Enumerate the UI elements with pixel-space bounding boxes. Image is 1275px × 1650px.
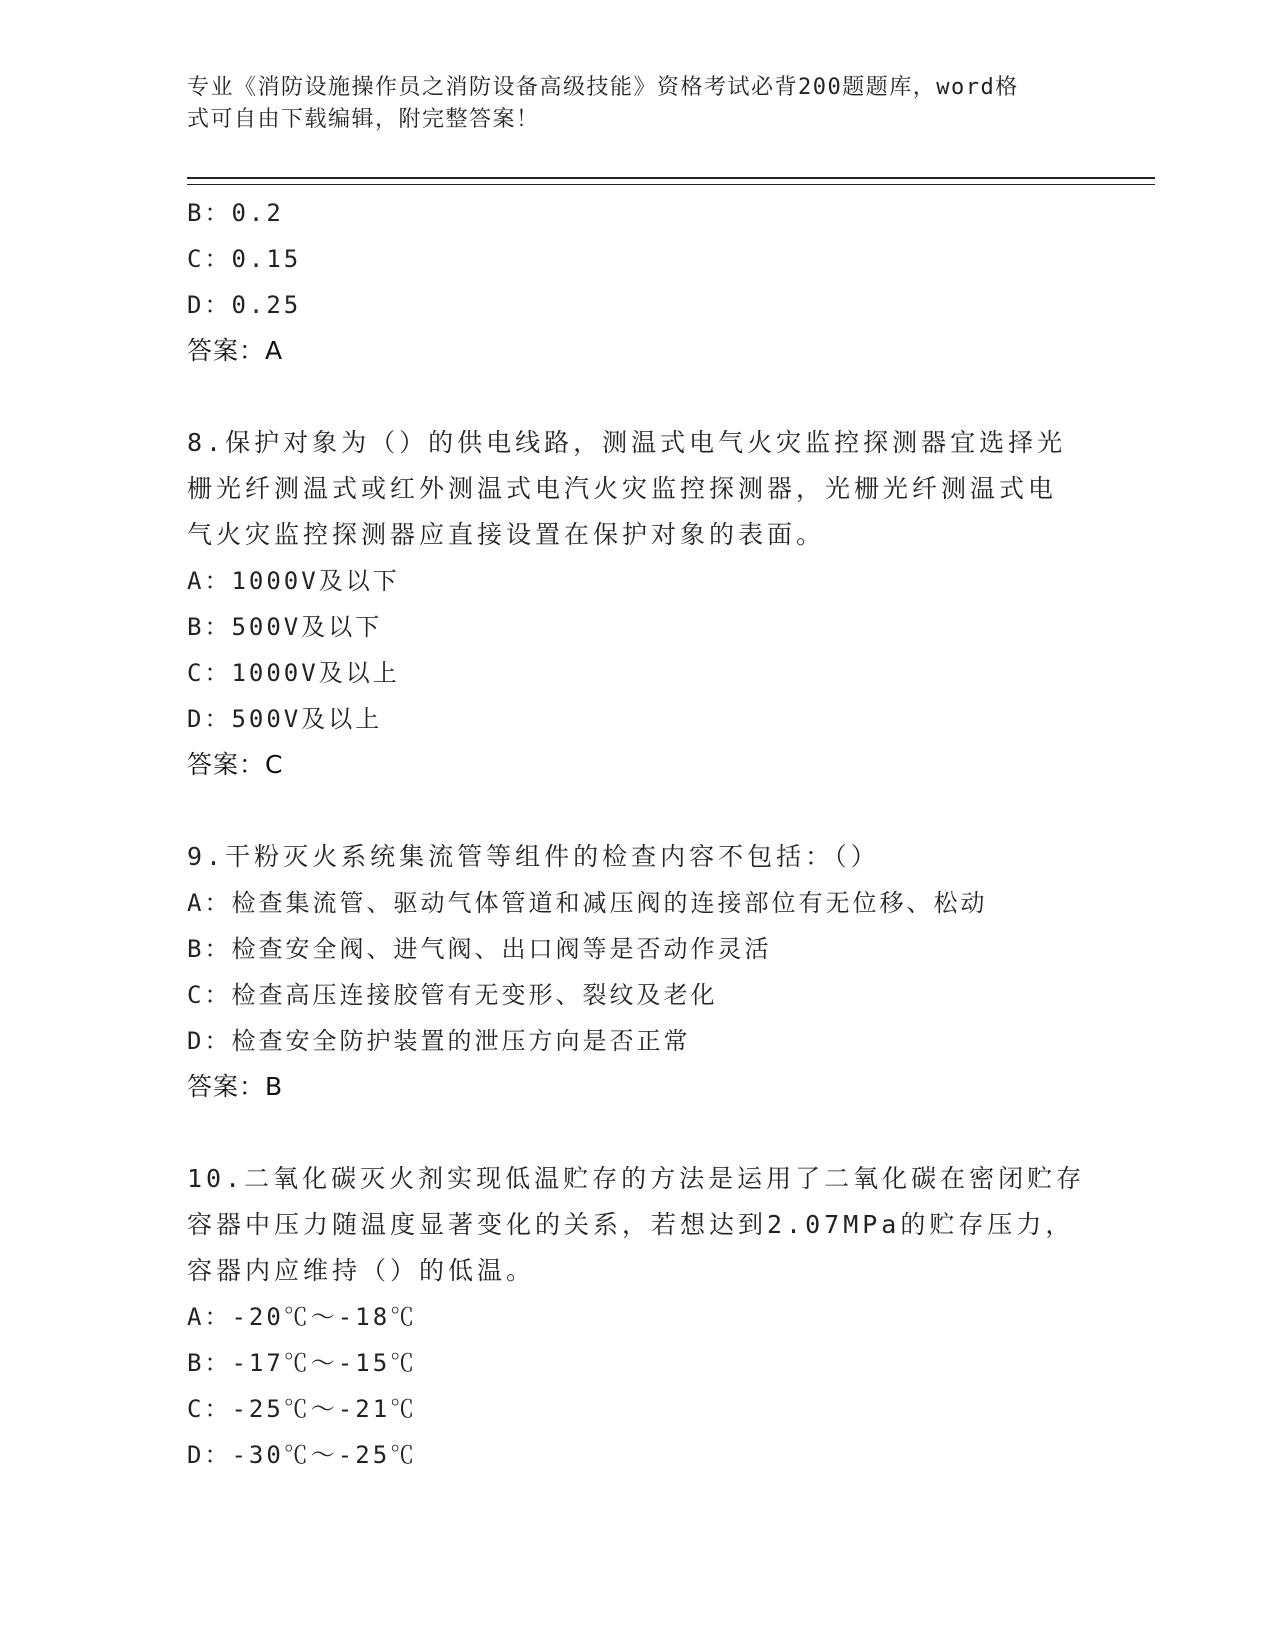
option-d: D：-30℃～-25℃ bbox=[187, 1441, 418, 1469]
option-b: B：0.2 bbox=[187, 199, 284, 227]
question-text-line: 10.二氧化碳灭火剂实现低温贮存的方法是运用了二氧化碳在密闭贮存 bbox=[187, 1164, 1086, 1193]
header-line-1: 专业《消防设施操作员之消防设备高级技能》资格考试必背200题题库，word格 bbox=[187, 75, 1019, 100]
option-d: D：检查安全防护装置的泄压方向是否正常 bbox=[187, 1027, 691, 1055]
option-c: C：1000V及以上 bbox=[187, 659, 400, 687]
answer: 答案：C bbox=[187, 750, 284, 779]
header-divider bbox=[187, 177, 1155, 185]
question-list bbox=[187, 190, 1087, 1478]
option-d: D：0.25 bbox=[187, 291, 302, 319]
option-c: C：-25℃～-21℃ bbox=[187, 1395, 418, 1423]
question-7-tail bbox=[187, 190, 1087, 374]
question-text-line: 容器内应维持（）的低温。 bbox=[187, 1256, 536, 1285]
option-c: C：检查高压连接胶管有无变形、裂纹及老化 bbox=[187, 981, 718, 1009]
page-header bbox=[187, 72, 1067, 136]
answer: 答案：B bbox=[187, 1072, 284, 1101]
option-a: A：检查集流管、驱动气体管道和减压阀的连接部位有无位移、松动 bbox=[187, 889, 988, 917]
question-9 bbox=[187, 834, 1087, 1110]
option-a: A：1000V及以下 bbox=[187, 567, 400, 595]
question-text-line: 9.干粉灭火系统集流管等组件的检查内容不包括：（） bbox=[187, 842, 880, 871]
question-10 bbox=[187, 1156, 1087, 1478]
option-b: B：-17℃～-15℃ bbox=[187, 1349, 418, 1377]
header-line-2: 式可自由下载编辑，附完整答案！ bbox=[187, 107, 540, 132]
question-8 bbox=[187, 420, 1087, 788]
question-text-line: 8.保护对象为（）的供电线路，测温式电气火灾监控探测器宜选择光 bbox=[187, 428, 1067, 457]
option-b: B：检查安全阀、进气阀、出口阀等是否动作灵活 bbox=[187, 935, 772, 963]
answer: 答案：A bbox=[187, 336, 284, 365]
option-b: B：500V及以下 bbox=[187, 613, 383, 641]
option-a: A：-20℃～-18℃ bbox=[187, 1303, 418, 1331]
question-text-line: 容器中压力随温度显著变化的关系，若想达到2.07MPa的贮存压力， bbox=[187, 1210, 1075, 1239]
question-text-line: 栅光纤测温式或红外测温式电汽火灾监控探测器，光栅光纤测温式电 bbox=[187, 474, 1058, 503]
option-c: C：0.15 bbox=[187, 245, 302, 273]
question-text-line: 气火灾监控探测器应直接设置在保护对象的表面。 bbox=[187, 520, 826, 549]
option-d: D：500V及以上 bbox=[187, 705, 383, 733]
